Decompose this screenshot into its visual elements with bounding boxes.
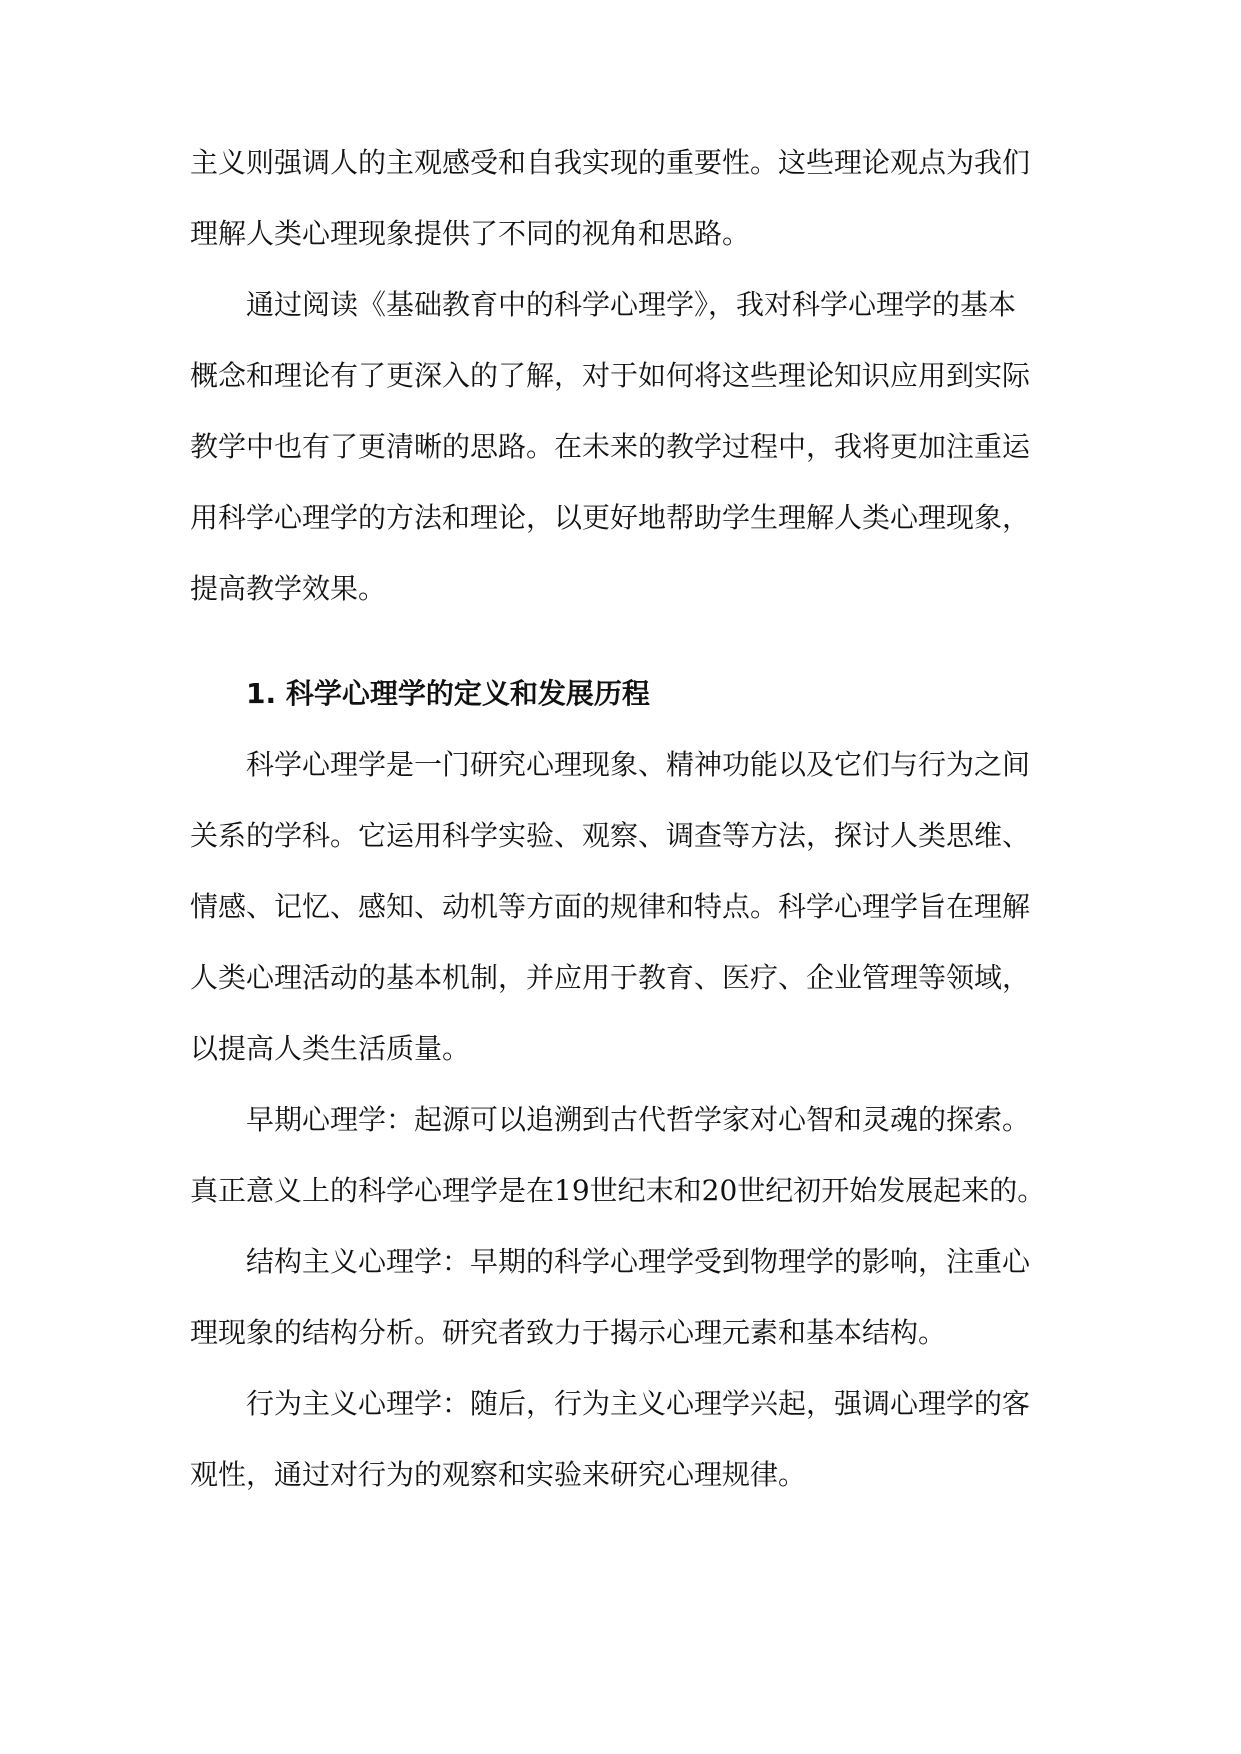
text-line: 情感、记忆、感知、动机等方面的规律和特点。科学心理学旨在理解 <box>190 890 1031 923</box>
text-line: 通过阅读《基础教育中的科学心理学》，我对科学心理学的基本 <box>246 288 1017 321</box>
paragraph-reading-reflection <box>190 287 1060 606</box>
paragraph-definition <box>190 747 1060 1066</box>
text-line: 以提高人类生活质量。 <box>190 1032 471 1065</box>
text-line: 真正意义上的科学心理学是在19世纪末和20世纪初开始发展起来的。 <box>190 1174 1046 1207</box>
paragraph-early-psychology <box>190 1102 1060 1208</box>
paragraph-behaviorism <box>190 1386 1060 1492</box>
text-line: 教学中也有了更清晰的思路。在未来的教学过程中，我将更加注重运 <box>190 430 1031 463</box>
text-line: 科学心理学是一门研究心理现象、精神功能以及它们与行为之间 <box>246 748 1031 781</box>
paragraph-humanistic-continued <box>190 145 1060 251</box>
text-line: 提高教学效果。 <box>190 572 387 605</box>
text-line: 用科学心理学的方法和理论，以更好地帮助学生理解人类心理现象， <box>190 501 1031 534</box>
text-line: 结构主义心理学：早期的科学心理学受到物理学的影响，注重心 <box>246 1245 1031 1278</box>
text-line: 理解人类心理现象提供了不同的视角和思路。 <box>190 217 751 250</box>
text-line: 早期心理学：起源可以追溯到古代哲学家对心智和灵魂的探索。 <box>246 1103 1031 1136</box>
text-line: 概念和理论有了更深入的了解，对于如何将这些理论知识应用到实际 <box>190 359 1031 392</box>
text-line: 关系的学科。它运用科学实验、观察、调查等方法，探讨人类思维、 <box>190 819 1031 852</box>
document-body <box>190 145 1060 1528</box>
section-heading: 1. 科学心理学的定义和发展历程 <box>246 677 650 710</box>
text-line: 观性，通过对行为的观察和实验来研究心理规律。 <box>190 1458 807 1491</box>
text-line: 理现象的结构分析。研究者致力于揭示心理元素和基本结构。 <box>190 1316 947 1349</box>
text-line: 主义则强调人的主观感受和自我实现的重要性。这些理论观点为我们 <box>190 146 1031 179</box>
paragraph-structuralism <box>190 1244 1060 1350</box>
text-line: 行为主义心理学：随后，行为主义心理学兴起，强调心理学的客 <box>246 1387 1031 1420</box>
text-line: 人类心理活动的基本机制，并应用于教育、医疗、企业管理等领域， <box>190 961 1031 994</box>
